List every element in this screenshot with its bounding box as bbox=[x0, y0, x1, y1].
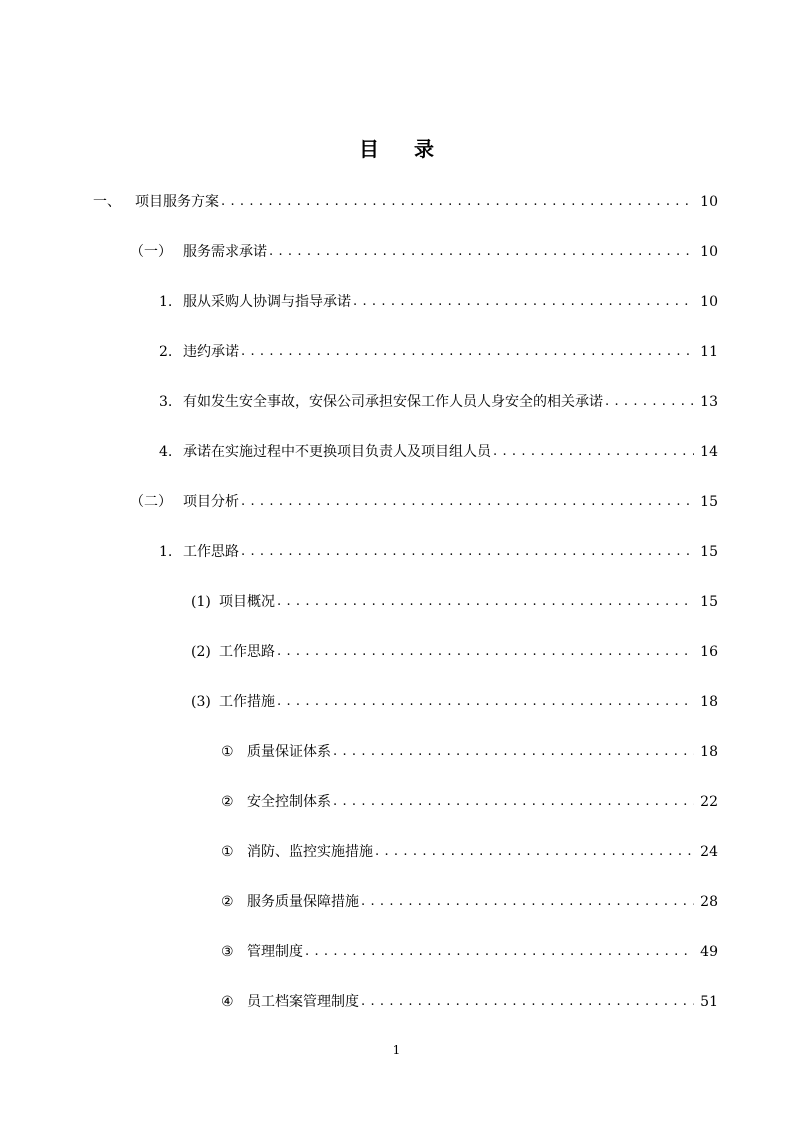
toc-entry-title: 承诺在实施过程中不更换项目负责人及项目组人员 bbox=[183, 444, 491, 460]
toc-entry-number: (3) bbox=[191, 694, 211, 710]
toc-entry-page: 13 bbox=[700, 394, 718, 410]
toc-entry-title: 违约承诺 bbox=[183, 344, 239, 360]
toc-entry[interactable] bbox=[221, 990, 718, 1014]
toc-entry-title: 工作思路 bbox=[183, 544, 239, 560]
toc-entry-number: ① bbox=[221, 844, 234, 860]
toc-entry-number: 一、 bbox=[93, 194, 121, 210]
toc-entry[interactable] bbox=[159, 390, 718, 414]
toc-entry-title: 项目服务方案 bbox=[135, 194, 219, 210]
toc-leader-dots bbox=[241, 340, 694, 364]
toc-entry-number: 1. bbox=[159, 294, 173, 310]
toc-entry-number: 1. bbox=[159, 544, 173, 560]
page-number: 1 bbox=[392, 1043, 401, 1057]
toc-entry-page: 10 bbox=[700, 194, 718, 210]
toc-entry[interactable] bbox=[221, 740, 718, 764]
toc-entry-title: 项目分析 bbox=[183, 494, 239, 510]
toc-entry-page: 11 bbox=[700, 344, 718, 360]
toc-entry-title: 服务质量保障措施 bbox=[247, 894, 359, 910]
toc-leader-dots bbox=[353, 290, 694, 314]
toc-entry-title: 消防、监控实施措施 bbox=[247, 844, 373, 860]
toc-entry-number: （二） bbox=[130, 494, 172, 510]
toc-entry-title: 服从采购人协调与指导承诺 bbox=[183, 294, 351, 310]
toc-leader-dots bbox=[375, 840, 694, 864]
toc-leader-dots bbox=[361, 990, 694, 1014]
toc-entry[interactable] bbox=[191, 690, 718, 714]
toc-entry[interactable] bbox=[221, 940, 718, 964]
toc-entry[interactable] bbox=[191, 590, 718, 614]
toc-leader-dots bbox=[277, 690, 694, 714]
toc-entry-title: 工作思路 bbox=[219, 644, 275, 660]
toc-entry-page: 15 bbox=[700, 594, 718, 610]
toc-leader-dots bbox=[361, 890, 694, 914]
toc-entry-number: (2) bbox=[191, 644, 211, 660]
toc-entry[interactable] bbox=[159, 440, 718, 464]
toc-entry-page: 22 bbox=[700, 794, 718, 810]
toc-entry-page: 10 bbox=[700, 244, 718, 260]
toc-leader-dots bbox=[241, 540, 694, 564]
toc-entry-title: 员工档案管理制度 bbox=[247, 994, 359, 1010]
toc-entry-number: ② bbox=[221, 894, 234, 910]
toc-entry-number: ② bbox=[221, 794, 234, 810]
toc-entry-page: 14 bbox=[700, 444, 718, 460]
toc-entry-number: 4. bbox=[159, 444, 173, 460]
toc-entry-title: 工作措施 bbox=[219, 694, 275, 710]
toc-leader-dots bbox=[277, 640, 694, 664]
toc-entry-number: (1) bbox=[191, 594, 211, 610]
toc-entry-title: 项目概况 bbox=[219, 594, 275, 610]
toc-entry-page: 49 bbox=[700, 944, 718, 960]
toc-leader-dots bbox=[221, 190, 694, 214]
toc-entry-page: 15 bbox=[700, 494, 718, 510]
toc-entry[interactable] bbox=[130, 490, 718, 514]
toc-entry-page: 10 bbox=[700, 294, 718, 310]
toc-entry-title: 服务需求承诺 bbox=[183, 244, 267, 260]
toc-leader-dots bbox=[605, 390, 694, 414]
toc-entry-title: 质量保证体系 bbox=[247, 744, 331, 760]
toc-entry[interactable] bbox=[221, 890, 718, 914]
toc-entry-page: 18 bbox=[700, 744, 718, 760]
toc-leader-dots bbox=[269, 240, 694, 264]
toc-leader-dots bbox=[333, 790, 694, 814]
toc-entry-number: ① bbox=[221, 744, 234, 760]
toc-entry[interactable] bbox=[191, 640, 718, 664]
page-title: 目 录 bbox=[359, 137, 448, 161]
toc-leader-dots bbox=[333, 740, 694, 764]
toc-entry[interactable] bbox=[93, 190, 718, 214]
toc-entry-number: 3. bbox=[159, 394, 173, 410]
toc-entry-number: ③ bbox=[221, 944, 234, 960]
toc-entry[interactable] bbox=[221, 790, 718, 814]
toc-entry-title: 管理制度 bbox=[247, 944, 303, 960]
toc-entry-page: 16 bbox=[700, 644, 718, 660]
toc-entry-number: （一） bbox=[130, 244, 172, 260]
toc-leader-dots bbox=[241, 490, 694, 514]
toc-entry-number: ④ bbox=[221, 994, 234, 1010]
toc-entry-title: 有如发生安全事故，安保公司承担安保工作人员人身安全的相关承诺 bbox=[183, 394, 603, 410]
toc-entry[interactable] bbox=[159, 340, 718, 364]
toc-entry-number: 2. bbox=[159, 344, 173, 360]
toc-leader-dots bbox=[305, 940, 694, 964]
toc-entry-page: 24 bbox=[700, 844, 718, 860]
toc-leader-dots bbox=[277, 590, 694, 614]
toc-entry-page: 51 bbox=[700, 994, 718, 1010]
toc-entry-page: 28 bbox=[700, 894, 718, 910]
toc-entry-page: 18 bbox=[700, 694, 718, 710]
toc-entry[interactable] bbox=[221, 840, 718, 864]
toc-entry-page: 15 bbox=[700, 544, 718, 560]
toc-leader-dots bbox=[493, 440, 694, 464]
toc-entry[interactable] bbox=[159, 290, 718, 314]
toc-entry[interactable] bbox=[130, 240, 718, 264]
toc-entry[interactable] bbox=[159, 540, 718, 564]
toc-entry-title: 安全控制体系 bbox=[247, 794, 331, 810]
